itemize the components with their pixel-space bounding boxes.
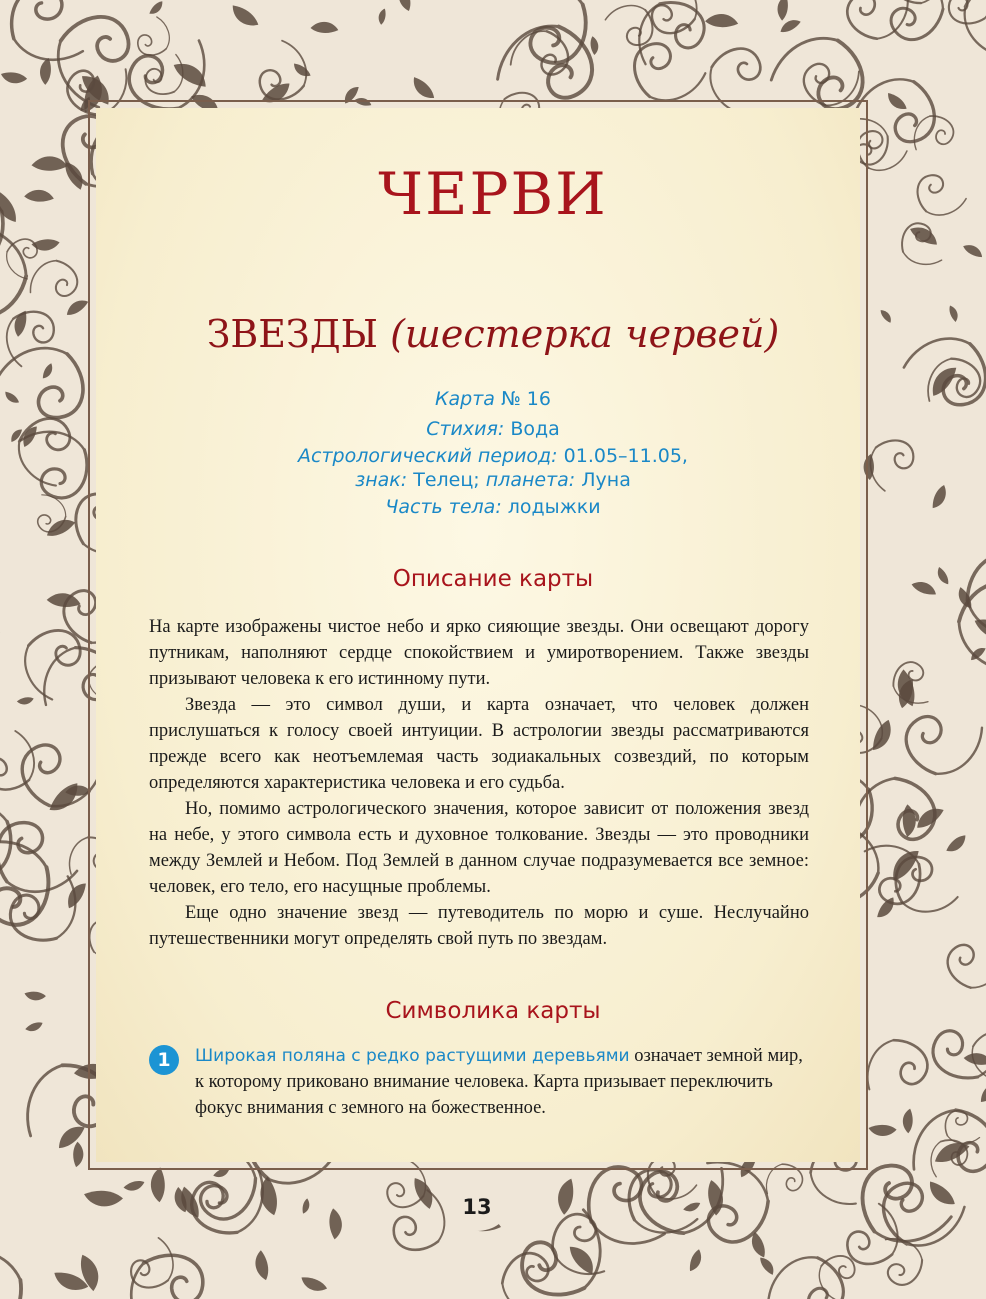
ornament-leaf	[867, 1122, 897, 1139]
symbolism-body: означает земной мир, к которому приковано внимание человека. Карта призывает переключить фокус внимания с земного на божественное.	[195, 1046, 803, 1118]
card-title	[0, 312, 986, 356]
ornament-leaf	[774, 0, 792, 21]
ornament-swirl	[943, 934, 986, 994]
ornament-leaf	[398, 0, 411, 12]
ornament-leaf	[685, 1248, 706, 1273]
suit-title: ЧЕРВИ	[378, 160, 608, 228]
ornament-swirl	[0, 726, 41, 795]
ornament-swirl	[23, 255, 82, 308]
ornament-leaf	[82, 1185, 124, 1211]
ornament-swirl	[0, 211, 37, 324]
ornament-swirl	[541, 1206, 622, 1289]
symbolism-highlight: Широкая поляна с редко растущими деревьями	[195, 1046, 630, 1066]
symbolism-heading: Символика карты	[385, 998, 601, 1024]
description-paragraph: На карте изображены чистое небо и ярко сияющие звезды. Они освещают дорогу путникам, наполняют сердце спокойствием и умиротворением. Также звезды призывают человека к его истинному пути.	[149, 617, 809, 689]
card-title-subtitle: (шестерка червей)	[390, 312, 780, 356]
ornament-swirl	[0, 1228, 38, 1299]
ornament-leaf	[708, 1180, 724, 1216]
ornament-leaf	[0, 68, 28, 87]
ornament-swirl	[874, 0, 951, 46]
ornament-leaf	[759, 1254, 777, 1277]
ornament-leaf	[896, 669, 915, 708]
ornament-leaf	[885, 89, 908, 114]
card-meta	[0, 384, 986, 522]
ornament-leaf	[962, 240, 985, 261]
ornament-leaf	[310, 19, 339, 37]
ornament-leaf	[70, 1141, 86, 1168]
meta-period: Астрологический период: 01.05–11.05,	[298, 445, 688, 467]
symbolism-item-text	[195, 1043, 809, 1121]
ornament-leaf	[943, 834, 969, 855]
ornament-swirl	[961, 0, 986, 61]
meta-card-number: Карта № 16	[435, 388, 551, 410]
ornament-swirl	[901, 703, 986, 781]
ornament-swirl	[0, 785, 26, 885]
ornament-leaf	[299, 1272, 329, 1297]
item-number-badge: 1	[149, 1045, 179, 1075]
ornament-leaf	[147, 0, 166, 16]
ornament-leaf	[40, 362, 56, 380]
meta-element: Стихия: Вода	[426, 418, 560, 440]
ornament-leaf	[0, 621, 1, 636]
ornament-swirl	[487, 0, 604, 74]
description-heading: Описание карты	[392, 566, 594, 592]
meta-sign-planet: знак: Телец; планета: Луна	[355, 469, 631, 491]
ornament-leaf	[963, 1049, 986, 1070]
ornament-leaf	[228, 0, 260, 32]
ornament-swirl	[505, 26, 572, 83]
ornament-leaf	[17, 697, 34, 704]
ornament-swirl	[135, 14, 173, 59]
ornament-leaf	[291, 60, 311, 80]
ornament-leaf	[976, 1079, 986, 1104]
ornament-leaf	[590, 36, 599, 55]
ornament-leaf	[123, 1180, 145, 1191]
ornament-swirl	[601, 0, 658, 49]
ornament-leaf	[300, 1198, 312, 1215]
description-text	[149, 614, 809, 952]
description-paragraph: Еще одно значение звезд — путеводитель по морю и суше. Неслучайно путешественники могут определять свой путь по звездам.	[149, 903, 809, 949]
ornament-leaf	[925, 1177, 957, 1211]
page-number: 13	[446, 1183, 508, 1231]
meta-body-part: Часть тела: лодыжки	[385, 496, 601, 518]
ornament-swirl	[489, 19, 597, 110]
ornament-leaf	[552, 1176, 579, 1215]
ornament-leaf	[900, 1108, 916, 1134]
ornament-swirl	[763, 1252, 847, 1299]
ornament-leaf	[376, 8, 389, 26]
ornament-leaf	[255, 1250, 268, 1280]
ornament-leaf	[327, 1208, 343, 1240]
ornament-swirl	[115, 1242, 212, 1299]
description-paragraph: Но, помимо астрологического значения, которое зависит от положения звезд на небе, у этого символа есть и духовное толкование. Звезды — это проводники между Землей и Небом. Под Землей в данном случае подразумевается все земное: человек, его тело, его насущные проблемы.	[149, 799, 809, 897]
ornament-leaf	[705, 10, 740, 31]
symbolism-item	[149, 1043, 809, 1121]
description-paragraph: Звезда — это символ души, и карта означает, что человек должен прислушаться к голосу своей интуиции. В астрологии звезды рассматриваются прежде всего как неотъемлемая часть зодиакальных созвездий, по которым определяются характеристика человека и его судьба.	[149, 695, 809, 793]
ornament-swirl	[631, 41, 709, 105]
ornament-leaf	[148, 1166, 168, 1203]
card-title-main: ЗВЕЗДЫ	[206, 312, 378, 356]
ornament-leaf	[682, 1202, 701, 1213]
